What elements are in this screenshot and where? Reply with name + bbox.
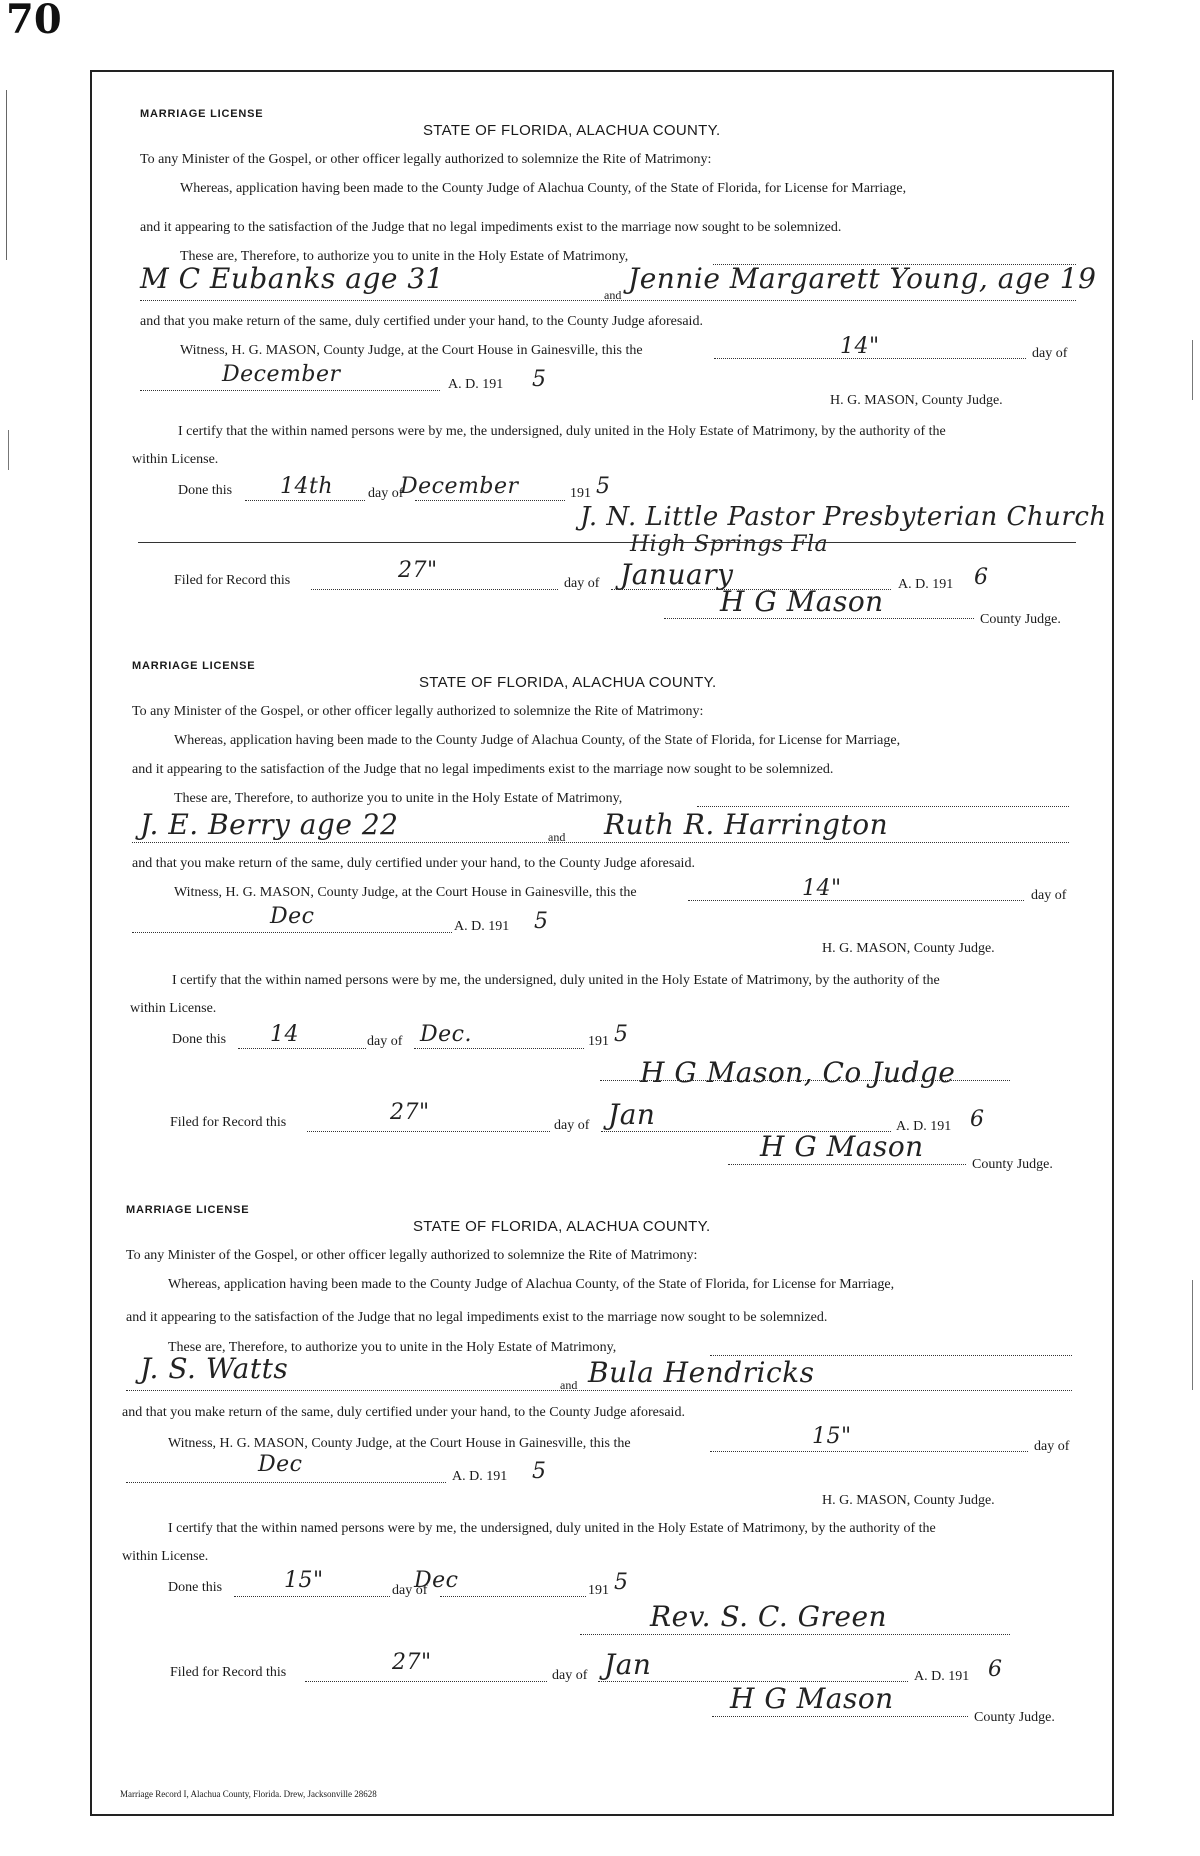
license-day: 14" xyxy=(802,876,842,901)
done-year-prefix: 191 xyxy=(588,1034,609,1049)
done-year-handwritten: 5 xyxy=(614,1022,629,1047)
filed-year-handwritten: 6 xyxy=(988,1657,1003,1682)
appearing-line: and it appearing to the satisfaction of the Judge that no legal impediments exist to the marriage now sought to be solemnized. xyxy=(140,220,842,235)
filed-year-handwritten: 6 xyxy=(974,565,989,590)
certify-line: I certify that the within named persons were by me, the undersigned, duly united in the Holy Estate of Matrimony, by the authority of the xyxy=(178,424,946,439)
groom-name: M C Eubanks age 31 xyxy=(140,262,444,295)
authorize-line: These are, Therefore, to authorize you to unite in the Holy Estate of Matrimony, xyxy=(174,791,623,806)
filed-year-handwritten: 6 xyxy=(970,1107,985,1132)
county-judge-label: County Judge. xyxy=(974,1710,1055,1725)
officiant-signature: Rev. S. C. Green xyxy=(650,1600,888,1633)
officiant-signature: J. N. Little Pastor Presbyterian Church xyxy=(580,502,1107,532)
year-handwritten: 5 xyxy=(534,909,549,934)
filed-day: 27" xyxy=(392,1650,432,1675)
appearing-line: and it appearing to the satisfaction of the Judge that no legal impediments exist to the marriage now sought to be solemnized. xyxy=(132,762,834,777)
license-heading: STATE OF FLORIDA, ALACHUA COUNTY. xyxy=(423,122,721,139)
within-license: within License. xyxy=(122,1549,209,1564)
done-day-of-label: day of xyxy=(392,1583,428,1598)
bride-name: Bula Hendricks xyxy=(588,1356,815,1389)
license-day: 14" xyxy=(840,334,880,359)
done-year-prefix: 191 xyxy=(570,486,591,501)
license-month: Dec xyxy=(258,1452,303,1477)
filed-day-of-label: day of xyxy=(564,576,600,591)
done-month: December xyxy=(400,474,519,499)
done-this-label: Done this xyxy=(178,483,233,498)
filed-day: 27" xyxy=(398,558,438,583)
filed-label: Filed for Record this xyxy=(170,1115,287,1130)
license-heading: STATE OF FLORIDA, ALACHUA COUNTY. xyxy=(419,674,717,691)
license-heading: STATE OF FLORIDA, ALACHUA COUNTY. xyxy=(413,1218,711,1235)
filed-month: Jan xyxy=(608,1098,656,1131)
filed-ad-label: A. D. 191 xyxy=(896,1119,952,1134)
done-year-handwritten: 5 xyxy=(596,474,611,499)
authorize-line: These are, Therefore, to authorize you to unite in the Holy Estate of Matrimony, xyxy=(168,1340,617,1355)
license-month: Dec xyxy=(270,904,315,929)
done-month: Dec. xyxy=(420,1022,472,1047)
filed-ad-label: A. D. 191 xyxy=(914,1669,970,1684)
filed-ad-label: A. D. 191 xyxy=(898,577,954,592)
done-day: 14th xyxy=(280,474,334,499)
margin-rule xyxy=(6,90,7,260)
done-month: Dec xyxy=(414,1568,459,1593)
done-year-handwritten: 5 xyxy=(614,1570,629,1595)
authorize-line: These are, Therefore, to authorize you to unite in the Holy Estate of Matrimony, xyxy=(180,249,629,264)
record-footer: Marriage Record I, Alachua County, Florida. Drew, Jacksonville 28628 xyxy=(120,1789,377,1799)
within-license: within License. xyxy=(132,452,219,467)
done-year-prefix: 191 xyxy=(588,1583,609,1598)
filed-signature: H G Mason xyxy=(760,1130,924,1163)
filed-signature: H G Mason xyxy=(730,1682,894,1715)
county-judge-label: County Judge. xyxy=(972,1157,1053,1172)
groom-name: J. E. Berry age 22 xyxy=(140,808,399,841)
certify-line: I certify that the within named persons were by me, the undersigned, duly united in the Holy Estate of Matrimony, by the authority of the xyxy=(168,1521,936,1536)
ad-year-label: A. D. 191 xyxy=(448,377,504,392)
done-day: 14 xyxy=(270,1022,299,1047)
address-line: To any Minister of the Gospel, or other officer legally authorized to solemnize the Rite of Matrimony: xyxy=(126,1248,698,1263)
filed-month: Jan xyxy=(604,1648,652,1681)
filed-signature: H G Mason xyxy=(720,585,884,618)
license-day: 15" xyxy=(812,1424,852,1449)
filed-day-of-label: day of xyxy=(552,1668,588,1683)
bride-name: Ruth R. Harrington xyxy=(604,808,889,841)
county-judge-label: County Judge. xyxy=(980,612,1061,627)
done-this-label: Done this xyxy=(168,1580,223,1595)
done-day-of-label: day of xyxy=(368,486,404,501)
address-line: To any Minister of the Gospel, or other officer legally authorized to solemnize the Rite of Matrimony: xyxy=(140,152,712,167)
officiant-signature: H G Mason, Co Judge xyxy=(640,1056,956,1089)
filed-day-of-label: day of xyxy=(554,1118,590,1133)
done-this-label: Done this xyxy=(172,1032,227,1047)
year-handwritten: 5 xyxy=(532,1459,547,1484)
done-day: 15" xyxy=(284,1568,324,1593)
whereas-line: Whereas, application having been made to the County Judge of Alachua County, of the State of Florida, for License for Marriage, xyxy=(168,1277,895,1292)
ad-year-label: A. D. 191 xyxy=(454,919,510,934)
return-line: and that you make return of the same, duly certified under your hand, to the County Judge aforesaid. xyxy=(132,856,695,871)
return-line: and that you make return of the same, duly certified under your hand, to the County Judge aforesaid. xyxy=(122,1405,685,1420)
license-label: MARRIAGE LICENSE xyxy=(132,660,256,672)
return-line: and that you make return of the same, duly certified under your hand, to the County Judge aforesaid. xyxy=(140,314,703,329)
officiant-location: High Springs Fla xyxy=(630,532,829,557)
page-number: 70 xyxy=(6,0,62,43)
done-day-of-label: day of xyxy=(367,1034,403,1049)
groom-name: J. S. Watts xyxy=(140,1352,289,1385)
within-license: within License. xyxy=(130,1001,217,1016)
whereas-line: Whereas, application having been made to the County Judge of Alachua County, of the State of Florida, for License for Marriage, xyxy=(180,181,907,196)
and-connector: and xyxy=(560,1378,578,1392)
whereas-line: Whereas, application having been made to the County Judge of Alachua County, of the State of Florida, for License for Marriage, xyxy=(174,733,901,748)
filed-month: January xyxy=(620,558,734,591)
day-of-label: day of xyxy=(1032,346,1068,361)
judge-signature-line: H. G. MASON, County Judge. xyxy=(830,393,1003,408)
and-connector: and xyxy=(548,830,566,844)
day-of-label: day of xyxy=(1034,1439,1070,1454)
filed-label: Filed for Record this xyxy=(174,573,291,588)
appearing-line: and it appearing to the satisfaction of the Judge that no legal impediments exist to the marriage now sought to be solemnized. xyxy=(126,1310,828,1325)
witness-line: Witness, H. G. MASON, County Judge, at the Court House in Gainesville, this the xyxy=(174,885,637,900)
certify-line: I certify that the within named persons were by me, the undersigned, duly united in the Holy Estate of Matrimony, by the authority of the xyxy=(172,973,940,988)
ad-year-label: A. D. 191 xyxy=(452,1469,508,1484)
filed-label: Filed for Record this xyxy=(170,1665,287,1680)
address-line: To any Minister of the Gospel, or other officer legally authorized to solemnize the Rite of Matrimony: xyxy=(132,704,704,719)
license-label: MARRIAGE LICENSE xyxy=(126,1204,250,1216)
bride-name: Jennie Margarett Young, age 19 xyxy=(628,262,1097,295)
witness-line: Witness, H. G. MASON, County Judge, at the Court House in Gainesville, this the xyxy=(180,343,643,358)
license-label: MARRIAGE LICENSE xyxy=(140,108,264,120)
judge-signature-line: H. G. MASON, County Judge. xyxy=(822,941,995,956)
filed-day: 27" xyxy=(390,1100,430,1125)
license-month: December xyxy=(222,362,341,387)
day-of-label: day of xyxy=(1031,888,1067,903)
witness-line: Witness, H. G. MASON, County Judge, at the Court House in Gainesville, this the xyxy=(168,1436,631,1451)
year-handwritten: 5 xyxy=(532,367,547,392)
judge-signature-line: H. G. MASON, County Judge. xyxy=(822,1493,995,1508)
and-connector: and xyxy=(604,288,622,302)
